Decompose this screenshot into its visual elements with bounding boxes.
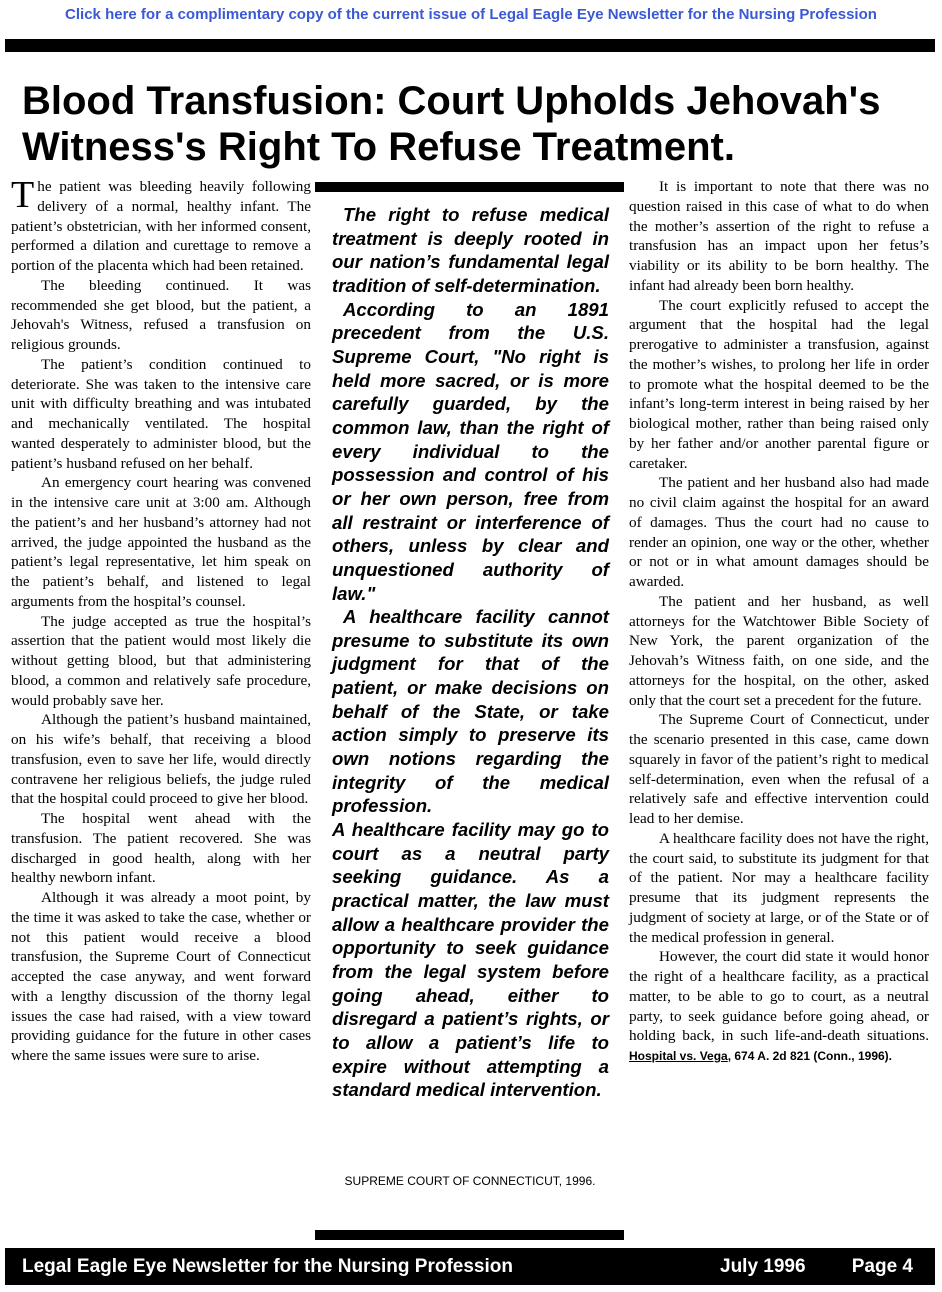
paragraph: The patient and her husband, as well attorneys for the Watchtower Bible Society of New York, the parent organization of the Jehovah’s Witness faith, on one side, and the attorneys for the hospital, on the other, asked only that the court set a precedent for the future. <box>629 592 929 709</box>
paragraph: A healthcare facility does not have the right, the court said, to substitute its judgment for that of the patient. Nor may a healthcare facility presume that its judgment represents the judgment of society at large, or of the State or of the medical profession in general. <box>629 829 929 946</box>
paragraph-text: he patient was bleeding heavily following delivery of a normal, healthy infant. The patient’s obstetrician, with her informed consent, performed a dilation and curettage to remove a portion of the placenta which had been retained. <box>11 178 311 274</box>
paragraph: The patient and her husband also had made no civil claim against the hospital for an award of damages. Thus the court had no cause to render an opinion, one way or the other, whether or not or in what amount damages should be awarded. <box>629 474 929 590</box>
paragraph: The bleeding continued. It was recommended she get blood, but the patient, a Jehovah's Witness, refused a transfusion on religious grounds. <box>11 276 311 353</box>
column-left <box>11 174 311 1066</box>
footer-bar <box>5 1248 935 1285</box>
case-name: Hospital vs. Vega <box>629 1049 728 1063</box>
pullquote-column <box>332 203 609 1102</box>
pullquote-paragraph: A healthcare facility may go to court as a neutral party seeking guidance. As a practical matter, the law must allow a healthcare provider the opportunity to seek guidance from the legal system before going ahead, either to disregard a patient’s rights, or to allow a patient’s life to expire without attempting a standard medical intervention. <box>332 819 609 1101</box>
paragraph: The patient’s condition continued to deteriorate. She was taken to the intensive care unit with difficulty breathing and was intubated and mechanically ventilated. The hospital wanted desperately to administer blood, but the patient’s husband refused on her behalf. <box>11 355 311 472</box>
paragraph: The judge accepted as true the hospital’s assertion that the patient would most likely die without getting blood, but that administering blood, a common and relatively safe procedure, would probably save her. <box>11 612 311 709</box>
case-citation <box>629 1049 892 1063</box>
newsletter-name: Legal Eagle Eye Newsletter for the Nursing Profession <box>22 1256 513 1277</box>
paragraph-text: However, the court did state it would honor the right of a healthcare facility, as a practical matter, to be able to go to court, as a neutral party, to seek guidance before going ahead, or holding back, in such life-and-death situations. <box>629 948 929 1045</box>
drop-cap: T <box>11 174 35 216</box>
paragraph: It is important to note that there was no question raised in this case of what to do when the mother’s assertion of the right to refuse a transfusion has an impact upon her fetus’s viability or its ability to be born healthy. The infant had already been born healthy. <box>629 178 929 294</box>
column-right <box>629 177 929 1067</box>
pullquote-source: SUPREME COURT OF CONNECTICUT, 1996. <box>344 1174 596 1188</box>
case-reference: , 674 A. 2d 821 (Conn., 1996). <box>727 1049 893 1063</box>
article-headline: Blood Transfusion: Court Upholds Jehovah's Witness's Right To Refuse Treatment. <box>22 79 881 169</box>
pullquote-paragraph: A healthcare facility cannot presume to substitute its own judgment for that of the patient, or make decisions on behalf of the State, or take action simply to preserve its own notions regarding the integrity of the medical profession. <box>332 606 609 817</box>
page-number: Page 4 <box>851 1256 913 1277</box>
paragraph <box>629 947 929 1067</box>
paragraph: The hospital went ahead with the transfusion. The patient recovered. She was discharged in good health, along with her healthy newborn infant. <box>11 810 311 887</box>
paragraph: The Supreme Court of Connecticut, under the scenario presented in this case, came down squarely in favor of the patient’s right to medical self-determination, even when the refusal of a relatively safe and effective intervention could lead to her demise. <box>629 711 929 827</box>
paragraph <box>11 174 311 276</box>
complimentary-copy-link[interactable]: Click here for a complimentary copy of the current issue of Legal Eagle Eye Newsletter for the Nursing Profession <box>65 6 877 23</box>
pullquote-top-rule <box>315 182 624 192</box>
pullquote-paragraph: The right to refuse medical treatment is deeply rooted in our nation’s fundamental legal tradition of self-determination. <box>332 204 609 296</box>
paragraph: An emergency court hearing was convened in the intensive care unit at 3:00 am. Although the patient’s and her husband’s attorney had not arrived, the judge appointed the husband as the patient’s legal representative, let him speak on the patient’s behalf, and listened to legal arguments from the hospital’s counsel. <box>11 474 311 610</box>
paragraph: The court explicitly refused to accept the argument that the hospital had the legal prerogative to administer a transfusion, against the mother’s wishes, to prolong her life in order to promote what the hospital deemed to be the infant’s long-term interest in being raised by her biological mother, rather than being raised only by her father and/or another parental figure or caretaker. <box>629 296 929 472</box>
issue-date: July 1996 <box>720 1256 806 1277</box>
header-rule <box>5 39 935 52</box>
pullquote-paragraph: According to an 1891 precedent from the U.S. Supreme Court, "No right is held more sacred, or is more carefully guarded, by the common law, than the right of every individual to the possession and control of his or her own person, free from all restraint or interference of others, unless by clear and unquestioned authority of law." <box>332 298 609 604</box>
pullquote-bottom-rule <box>315 1230 624 1240</box>
paragraph: Although it was already a moot point, by the time it was asked to take the case, whether or not this patient would receive a blood transfusion, the Supreme Court of Connecticut accepted the case anyway, and went forward with a lengthy discussion of the thorny legal issues the case had raised, with a view toward providing guidance for the future in other cases where the same issues were sure to arise. <box>11 889 311 1064</box>
paragraph: Although the patient’s husband maintained, on his wife’s behalf, that receiving a blood transfusion, even to save her life, would directly contravene her religious beliefs, the judge ruled that the hospital could proceed to give her blood. <box>11 711 311 808</box>
